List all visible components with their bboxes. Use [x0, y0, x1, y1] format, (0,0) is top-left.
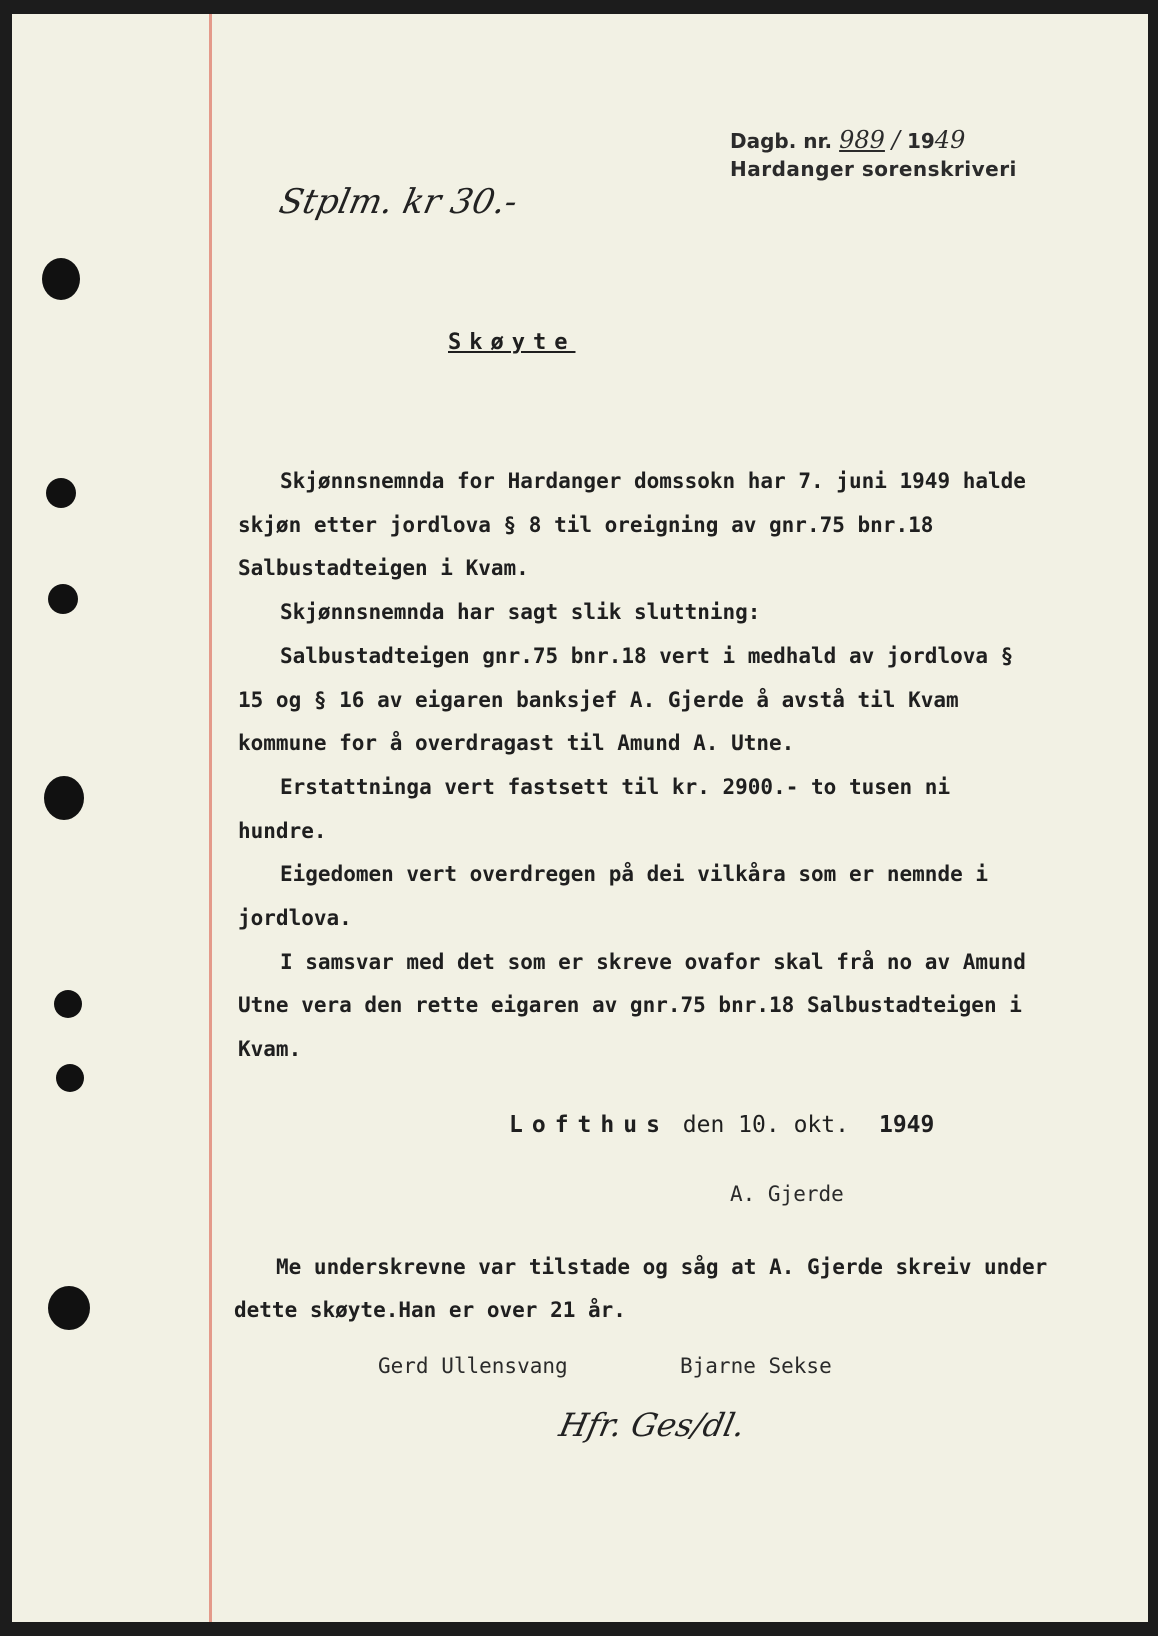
signatory-name: A. Gjerde [730, 1182, 844, 1206]
document-body [238, 460, 1038, 1072]
punch-hole [44, 776, 84, 820]
stamp-label: Dagb. nr. [730, 129, 833, 153]
margin-line [209, 14, 212, 1622]
punch-hole [46, 478, 76, 508]
registration-note: Hfr. Ges/dl. [555, 1406, 749, 1444]
stamp-line1 [730, 126, 1017, 155]
stamp-office: Hardanger sorenskriveri [730, 157, 1017, 181]
place-date-line [509, 1112, 934, 1138]
witness-paragraph: Me underskrevne var tilstade og såg at A. Gjerde skreiv under dette skøyte.Han er over 21 år. [234, 1255, 1048, 1322]
fee-note: Stplm. kr 30.- [275, 182, 521, 222]
paragraph: Erstattninga vert fastsett til kr. 2900.- to tusen ni hundre. [238, 774, 951, 843]
punch-hole [48, 584, 78, 614]
document-title: Skøyte [448, 330, 576, 355]
witness-name: Gerd Ullensvang [378, 1354, 568, 1378]
paragraph: Skjønnsnemnda for Hardanger domssokn har 7. juni 1949 halde skjøn etter jordlova § 8 til oreigning av gnr.75 bnr.18 Salbustadteigen i Kvam. [238, 469, 1026, 581]
paragraph: Salbustadteigen gnr.75 bnr.18 vert i medhald av jordlova § 15 og § 16 av eigaren banksjef A. Gjerde å avstå til Kvam kommune for å overdragast til Amund A. Utne. [238, 643, 1014, 756]
witness-name: Bjarne Sekse [680, 1354, 832, 1378]
place-name: Lofthus [509, 1112, 669, 1138]
date-text: den 10. okt. [682, 1112, 849, 1138]
stamp-year-suffix: 49 [934, 126, 966, 154]
stamp-number: 989 [839, 126, 885, 154]
paragraph: Skjønnsnemnda har sagt slik sluttning: [280, 600, 761, 625]
punch-hole [54, 990, 82, 1018]
diary-stamp [730, 126, 1017, 183]
paragraph: Eigedomen vert overdregen på dei vilkåra som er nemnde i jordlova. [238, 862, 989, 931]
stamp-year-prefix: 19 [906, 129, 935, 153]
paragraph: I samsvar med det som er skreve ovafor skal frå no av Amund Utne vera den rette eigaren av gnr.75 bnr.18 Salbustadteigen i Kvam. [238, 949, 1026, 1062]
date-year: 1949 [878, 1112, 935, 1138]
punch-hole [56, 1064, 84, 1092]
document-page [12, 14, 1148, 1622]
punch-hole [48, 1286, 90, 1330]
stamp-separator: / [891, 126, 900, 154]
witness-statement [234, 1246, 1054, 1332]
punch-hole [42, 258, 80, 300]
